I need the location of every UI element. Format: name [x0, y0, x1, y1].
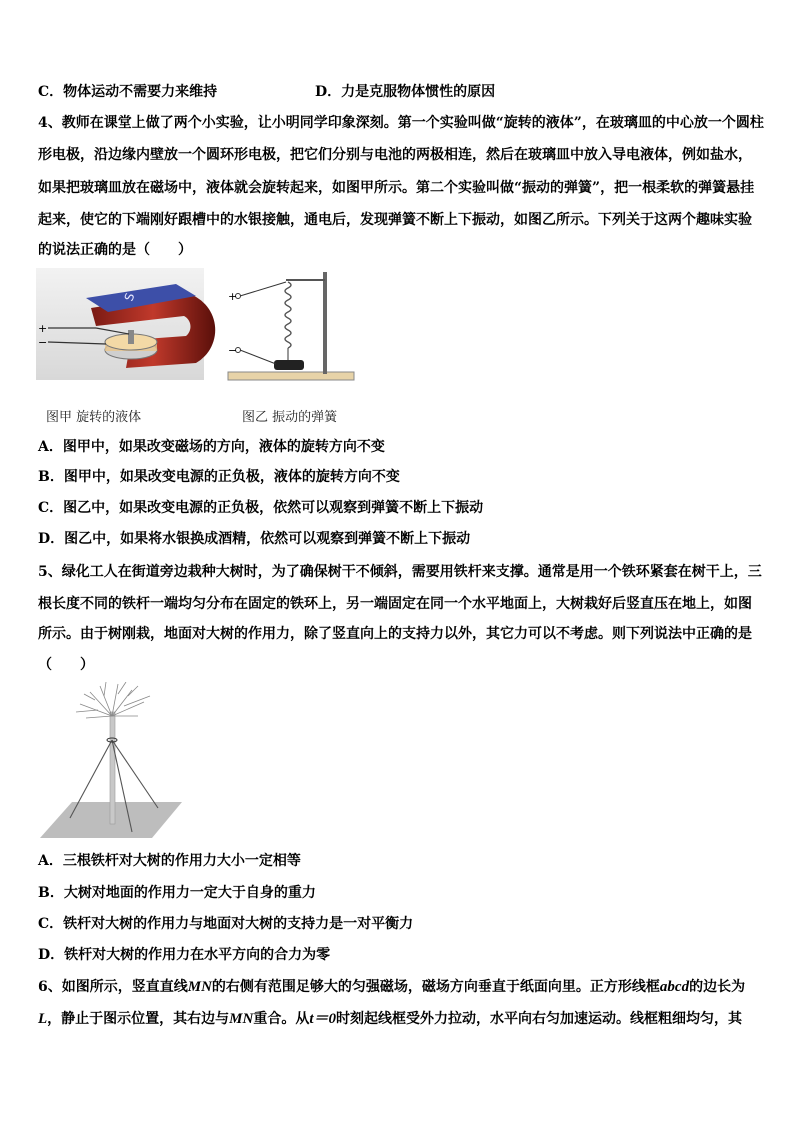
- var-abcd: abcd: [659, 979, 690, 995]
- q4-line-5: 的说法正确的是（ ）: [38, 242, 192, 258]
- q5-line-1: 5、绿化工人在街道旁边栽种大树时，为了确保树干不倾斜，需要用铁杆来支撑。通常是用一个铁环紧套在树干上，三: [38, 564, 762, 580]
- plus-sign-b: +: [228, 290, 238, 303]
- tree-trunk: [110, 712, 115, 824]
- caption-figure-a: 图甲 旋转的液体: [46, 410, 142, 425]
- plus-sign: +: [38, 322, 48, 335]
- minus-sign: −: [38, 336, 48, 349]
- q4-figure: [36, 268, 356, 428]
- q4-line-1: 4、教师在课堂上做了两个小实验，让小明同学印象深刻。第一个实验叫做“旋转的液体”，在玻璃皿的中心放一个圆柱: [38, 115, 764, 131]
- q3-option-d: D．力是克服物体惯性的原因: [315, 84, 496, 100]
- q5-option-b: B．大树对地面的作用力一定大于自身的重力: [38, 885, 316, 901]
- q4-line-4: 起来，使它的下端刚好跟槽中的水银接触，通电后，发现弹簧不断上下振动，如图乙所示。下列关于这两个趣味实验: [38, 212, 752, 228]
- center-electrode: [128, 330, 134, 344]
- stand-base: [228, 372, 354, 380]
- stand-rod: [323, 272, 327, 374]
- q5-option-d: D．铁杆对大树的作用力在水平方向的合力为零: [38, 947, 331, 963]
- q5-line-3: 所示。由于树刚栽，地面对大树的作用力，除了竖直向上的支持力以外，其它力可以不考虑。则下列说法中正确的是: [38, 626, 752, 642]
- q5-tree-figure: [40, 682, 190, 842]
- minus-sign-b: −: [228, 344, 238, 357]
- q5-line-2: 根长度不同的铁杆一端均匀分布在固定的铁环上，另一端固定在同一个水平地面上，大树栽好后竖直压在地上，如图: [38, 596, 752, 612]
- spring-icon: [285, 282, 291, 348]
- q4-option-b: B．图甲中，如果改变电源的正负极，液体的旋转方向不变: [38, 469, 400, 485]
- tree-branches-icon: [76, 682, 150, 718]
- magnet-label: S: [121, 291, 138, 304]
- mercury-trough: [274, 360, 304, 370]
- q6-line-2: L，静止于图示位置，其右边与MN重合。从t＝0时刻起线框受外力拉动，水平向右匀加速运动。线框粗细均匀，其: [38, 1011, 743, 1027]
- q4-option-c: C．图乙中，如果改变电源的正负极，依然可以观察到弹簧不断上下振动: [38, 500, 484, 516]
- q4-option-a: A．图甲中，如果改变磁场的方向，液体的旋转方向不变: [38, 439, 385, 455]
- wire-b-negative: [240, 350, 276, 364]
- var-l: L: [38, 1011, 48, 1027]
- var-mn-2: MN: [229, 1011, 254, 1027]
- wire-b-positive: [240, 282, 286, 296]
- q3-option-c: C．物体运动不需要力来维持: [38, 84, 218, 100]
- q5-option-c: C．铁杆对大树的作用力与地面对大树的支持力是一对平衡力: [38, 916, 414, 932]
- q4-line-2: 形电极，沿边缘内壁放一个圆环形电极，把它们分别与电池的两极相连，然后在玻璃皿中放入导电液体，例如盐水，: [38, 147, 752, 163]
- q6-line-1: 6、如图所示，竖直直线MN的右侧有范围足够大的匀强磁场，磁场方向垂直于纸面向里。正方形线框abcd的边长为: [38, 979, 746, 995]
- var-mn: MN: [187, 979, 212, 995]
- caption-figure-b: 图乙 振动的弹簧: [242, 410, 338, 425]
- q4-option-d: D．图乙中，如果将水银换成酒精，依然可以观察到弹簧不断上下振动: [38, 531, 471, 547]
- q5-line-4: （ ）: [38, 657, 94, 673]
- q5-option-a: A．三根铁杆对大树的作用力大小一定相等: [38, 853, 301, 869]
- var-t0: t＝0: [309, 1011, 337, 1027]
- q4-line-3: 如果把玻璃皿放在磁场中，液体就会旋转起来，如图甲所示。第二个实验叫做“振动的弹簧”，把一根柔软的弹簧悬挂: [38, 180, 755, 196]
